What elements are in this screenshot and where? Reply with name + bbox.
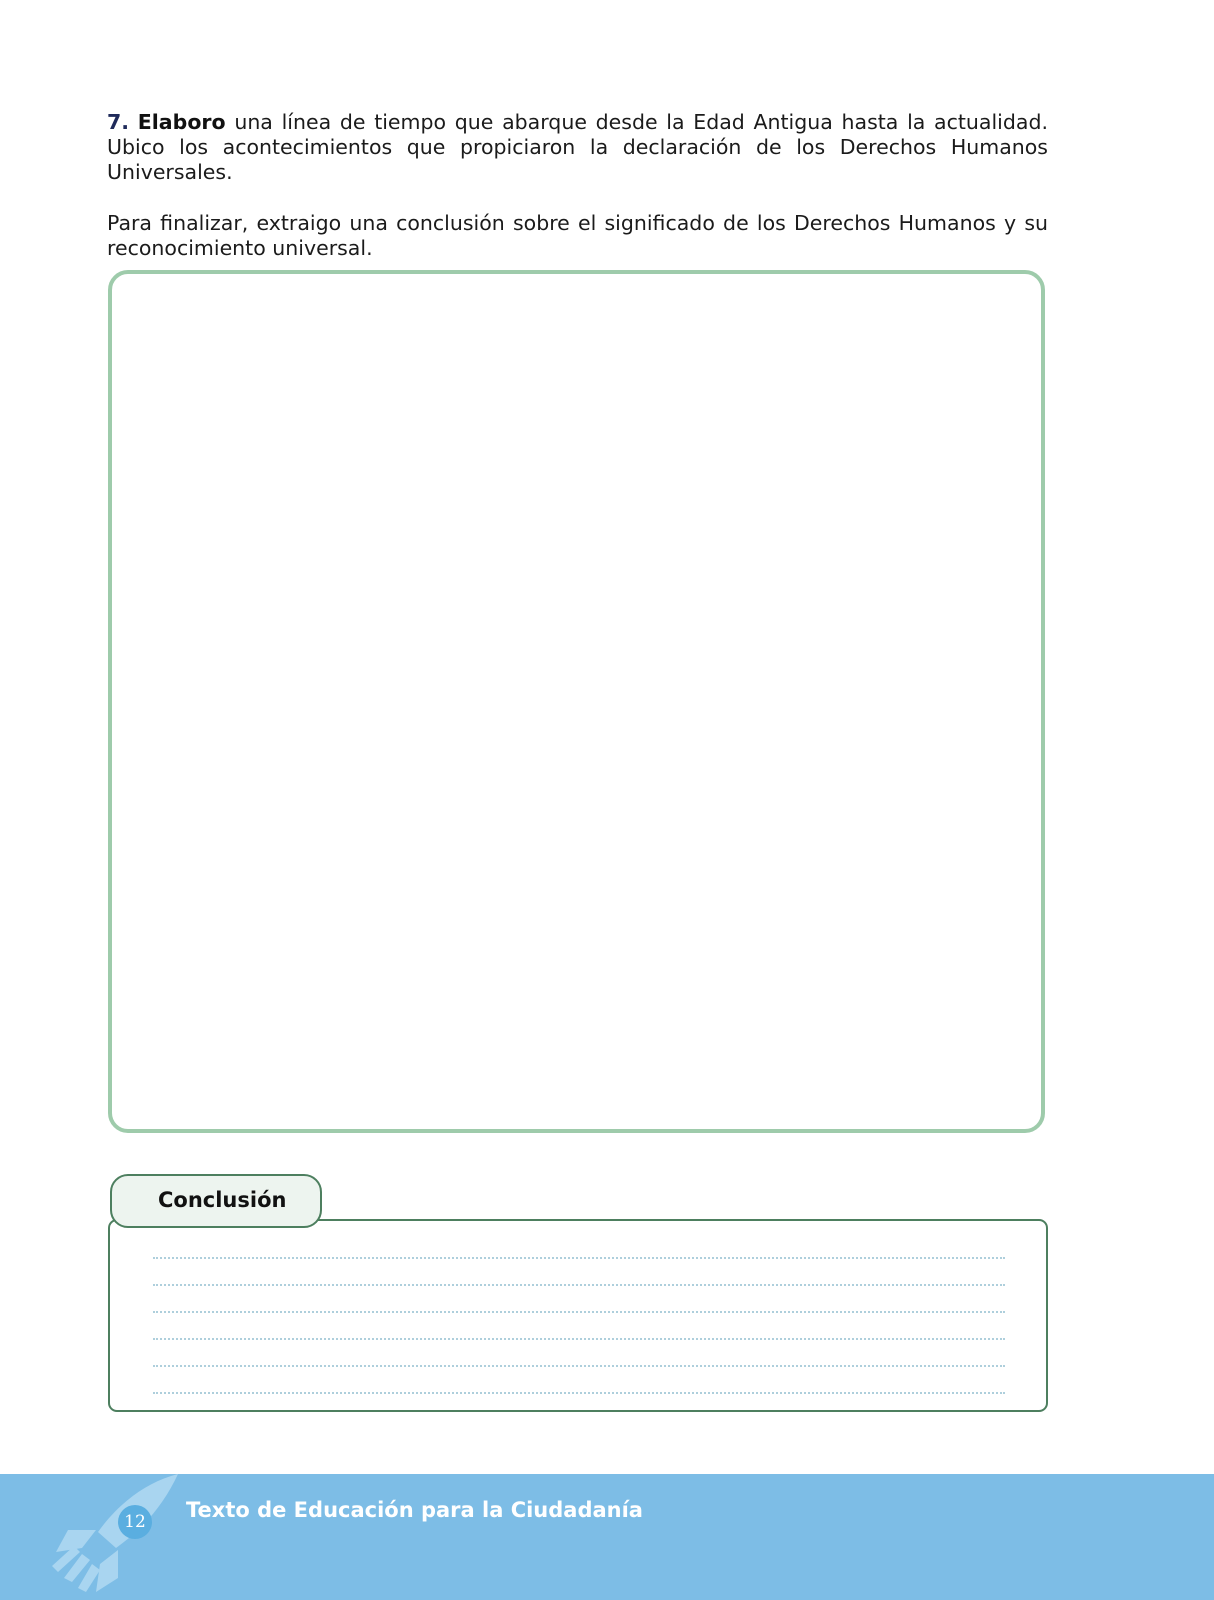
writing-line[interactable] (153, 1338, 1005, 1340)
activity-verb: Elaboro (137, 110, 226, 134)
book-title: Texto de Educación para la Ciudadanía (186, 1498, 643, 1522)
writing-line[interactable] (153, 1392, 1005, 1394)
writing-line[interactable] (153, 1257, 1005, 1259)
writing-line[interactable] (153, 1365, 1005, 1367)
activity-text: una línea de tiempo que abarque desde la Edad Antigua hasta la actualidad. Ubico los acontecimientos que propiciaron la declaración de los Derechos Humanos Universales. (107, 110, 1048, 184)
final-instruction: Para finalizar, extraigo una conclusión sobre el significado de los Derechos Humanos y su reconocimiento universal. (107, 211, 1048, 260)
conclusion-writing-box[interactable] (108, 1219, 1048, 1412)
rocket-icon (46, 1474, 196, 1600)
page-number: 12 (118, 1505, 152, 1539)
conclusion-tab (110, 1174, 322, 1228)
timeline-drawing-area[interactable] (108, 270, 1045, 1133)
writing-line[interactable] (153, 1311, 1005, 1313)
conclusion-label: Conclusión (158, 1188, 287, 1212)
activity-number: 7. (107, 110, 130, 134)
footer-band (0, 1474, 1214, 1600)
activity-instructions (107, 110, 1048, 261)
writing-line[interactable] (153, 1284, 1005, 1286)
activity-statement (107, 110, 1048, 185)
